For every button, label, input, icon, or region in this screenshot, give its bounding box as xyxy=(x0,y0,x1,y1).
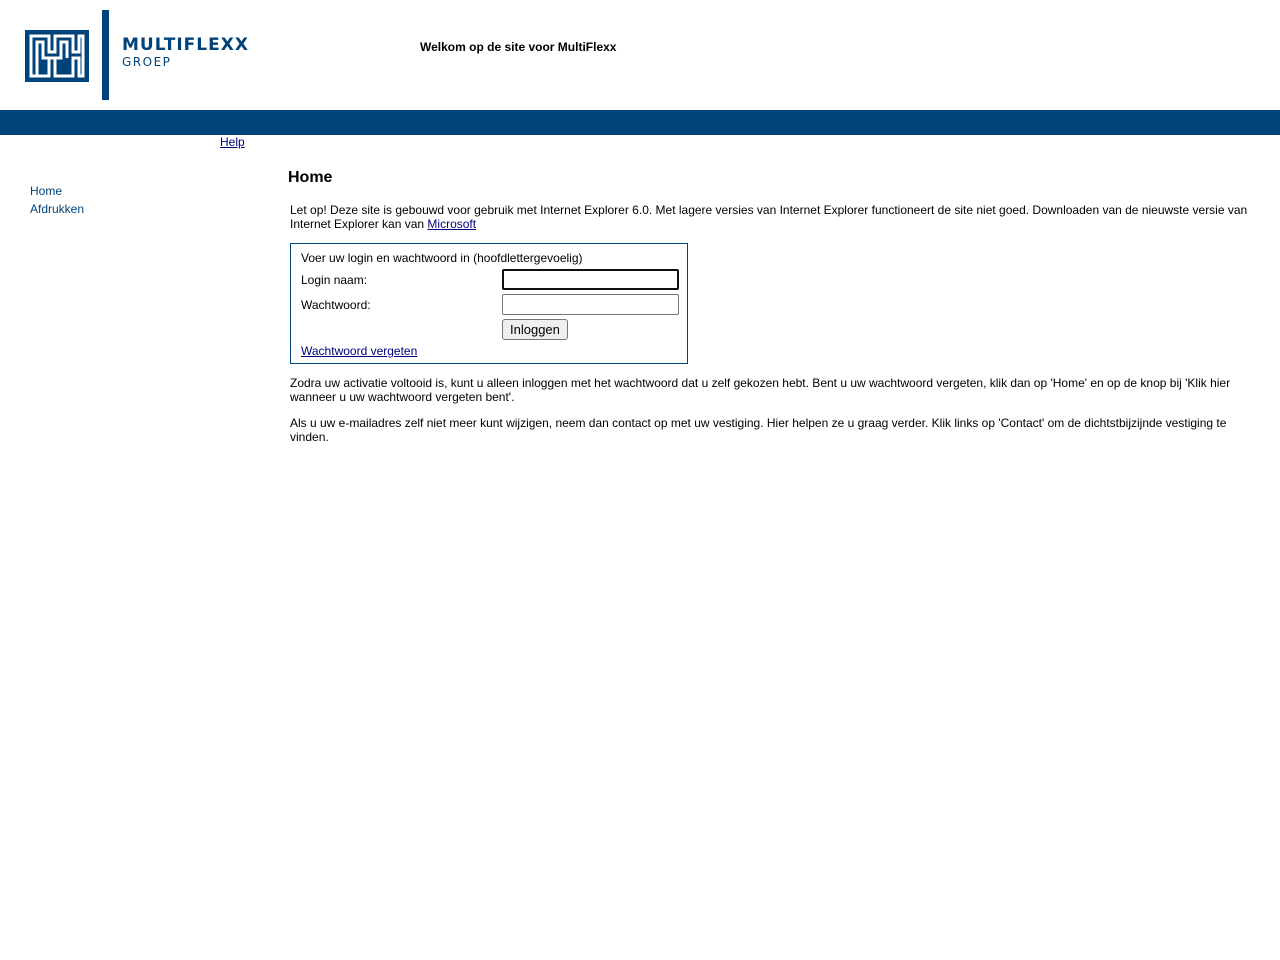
header xyxy=(0,0,1280,110)
forgot-password-link[interactable]: Wachtwoord vergeten xyxy=(301,344,418,358)
logo-divider xyxy=(102,10,109,100)
login-form xyxy=(290,243,688,364)
multiflexx-logo xyxy=(25,10,265,100)
sidebar xyxy=(30,182,230,218)
password-input[interactable] xyxy=(502,294,679,315)
login-name-input[interactable] xyxy=(502,269,679,290)
microsoft-link[interactable]: Microsoft xyxy=(427,217,477,231)
sidebar-item-home[interactable]: Home xyxy=(30,184,63,198)
activation-info: Zodra uw activatie voltooid is, kunt u alleen inloggen met het wachtwoord dat u zelf gekozen hebt. Bent u uw wachtwoord vergeten, klik dan op 'Home' en op de knop bij 'Klik hier wanneer u uw wachtwoord vergeten bent'. xyxy=(290,376,1231,404)
sidebar-item-afdrukken[interactable]: Afdrukken xyxy=(30,202,85,216)
login-button[interactable]: Inloggen xyxy=(502,319,568,340)
login-intro: Voer uw login en wachtwoord in (hoofdlettergevoelig) xyxy=(301,251,583,265)
logo-name: MULTIFLEXX xyxy=(122,35,249,55)
password-label: Wachtwoord: xyxy=(301,298,371,312)
multiflexx-logo-mark-icon xyxy=(25,30,89,82)
logo-subtitle: GROEP xyxy=(122,55,172,69)
page-title: Home xyxy=(288,169,333,186)
help-link[interactable]: Help xyxy=(220,135,245,149)
header-band xyxy=(0,110,1280,135)
email-info: Als u uw e-mailadres zelf niet meer kunt wijzigen, neem dan contact op met uw vestiging. Hier helpen ze u graag verder. Klik links op 'Contact' om de dichtstbijzijnde vestiging te vinden. xyxy=(290,416,1227,444)
welcome-text: Welkom op de site voor MultiFlexx xyxy=(420,40,617,54)
browser-notice-text: Let op! Deze site is gebouwd voor gebruik met Internet Explorer 6.0. Met lagere versies van Internet Explorer functioneert de site niet goed. Downloaden van de nieuwste versie van Internet Explorer kan van xyxy=(290,203,1248,231)
login-name-label: Login naam: xyxy=(301,273,368,287)
main-content xyxy=(288,168,1258,444)
browser-notice xyxy=(290,203,1252,231)
